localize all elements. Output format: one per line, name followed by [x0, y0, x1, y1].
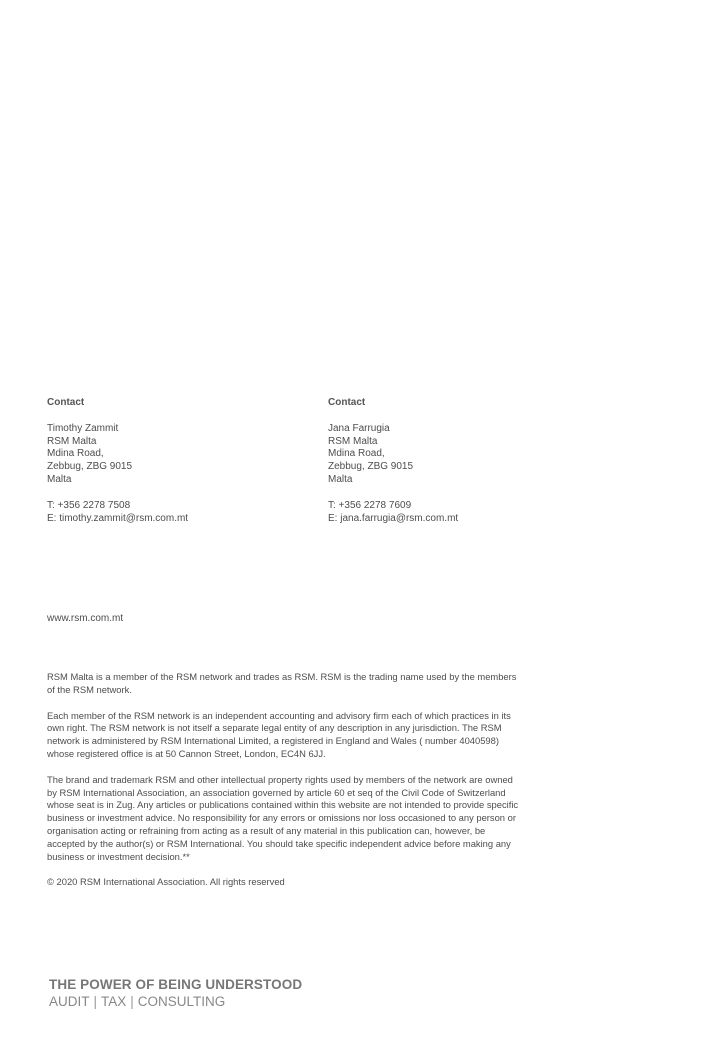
contact-firm: RSM Malta [328, 435, 378, 447]
legal-paragraph: RSM Malta is a member of the RSM network and trades as RSM. RSM is the trading name used by the members of the RSM network. [47, 671, 517, 695]
address-line: Zebbug, ZBG 9015 [328, 461, 414, 473]
copyright-notice: © 2020 RSM International Association. All rights reserved [47, 876, 285, 888]
contact-phone: T: +356 2278 7508 [47, 499, 131, 511]
address-line: Malta [328, 473, 353, 485]
legal-disclaimer [47, 671, 519, 889]
contact-name: Jana Farrugia [328, 422, 390, 434]
contact-heading: Contact [47, 397, 85, 408]
contact-block-right [328, 397, 568, 525]
brand-tagline: THE POWER OF BEING UNDERSTOOD [49, 977, 303, 992]
contact-email[interactable]: E: timothy.zammit@rsm.com.mt [47, 512, 189, 524]
contact-phone: T: +356 2278 7609 [328, 499, 412, 511]
address-line: Mdina Road, [328, 448, 385, 460]
service-consulting: CONSULTING [137, 994, 226, 1009]
address-line: Malta [47, 473, 72, 485]
separator: | [130, 994, 134, 1009]
website-link[interactable]: www.rsm.com.mt [47, 613, 124, 624]
contact-firm: RSM Malta [47, 435, 97, 447]
legal-paragraph: Each member of the RSM network is an independent accounting and advisory firm each of which practices in its own right. The RSM network is not itself a separate legal entity of any description in any jurisdiction. The RSM network is administered by RSM International Limited, a registered in England and Wales ( number 4040598) whose registered office is at 50 Cannon Street, London, EC4N 6JJ. [47, 709, 511, 759]
legal-paragraph: The brand and trademark RSM and other intellectual property rights used by members of the network are owned by RSM International Association, an association governed by article 60 et seq of the Civil Code of Switzerland whose seat is in Zug. Any articles or publications contained within this website are not intended to provide specific business or investment advice. No responsibility for any errors or omissions nor loss occasioned to any person or organisation acting or refraining from acting as a result of any material in this publication can, however, be accepted by the author(s) or RSM International. You should take specific independent advice before making any business or investment decision.** [47, 773, 519, 862]
service-lines [49, 994, 225, 1009]
service-audit: AUDIT [49, 994, 90, 1009]
contact-heading: Contact [328, 397, 366, 408]
address-line: Zebbug, ZBG 9015 [47, 461, 133, 473]
service-tax: TAX [101, 994, 127, 1009]
contact-block-left [47, 397, 287, 525]
contact-email[interactable]: E: jana.farrugia@rsm.com.mt [328, 512, 459, 524]
separator: | [93, 994, 98, 1009]
contact-name: Timothy Zammit [47, 422, 119, 434]
address-line: Mdina Road, [47, 448, 104, 460]
